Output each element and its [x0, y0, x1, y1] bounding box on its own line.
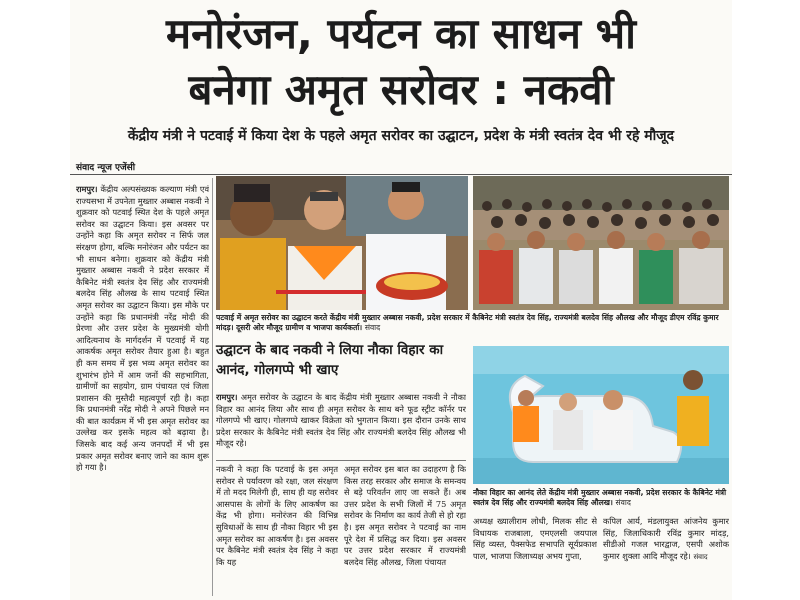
- headline-line-2: बनेगा अमृत सरोवर : नकवी: [188, 65, 614, 114]
- photo-credit: संवाद: [693, 552, 708, 561]
- bottom-column-4: [603, 516, 729, 596]
- story-2-headline: उद्घाटन के बाद नकवी ने लिया नौका विहार का आनंद, गोलगप्पे भी खाए: [216, 342, 444, 378]
- bottom-column-2: अमृत सरोवर इस बात का उदाहरण है कि किस तरह सरकार और समाज के समन्वय से बड़े परिवर्तन लाए जा सकते हैं। अब उत्तर प्रदेश के सभी जिलों में 75 अमृत सरोवर के निर्माण का कार्य तेजी से हो रहा है। इस अमृत सरोवर ने पटवाई का नाम पूरे देश में प्रसिद्ध कर दिया। इस अवसर पर उत्तर प्रदेश सरकार में राज्यमंत्री बलदेव सिंह औलख, जिला पंचायत: [344, 464, 466, 567]
- left-column-dateline: रामपुर।: [76, 184, 98, 194]
- column-divider: [212, 178, 213, 596]
- crowd-photo: [473, 176, 729, 310]
- bottom-column-4-text: कपिल आर्य, मंडलायुक्त आंजनेय कुमार सिंह, जिलाधिकारी रविंद्र कुमार मांदड़, सीडीओ गजल भारद्वाज, एसपी अशोक कुमार शुक्ला आदि मौजूद रहे।: [603, 516, 729, 561]
- bottom-column-1: नकवी ने कहा कि पटवाई के इस अमृत सरोवर से पर्यावरण को रक्षा, जल संरक्षण में तो मदद मिलेगी ही, साथ ही यह सरोवर आसपास के लोगों के लिए आकर्षण का केंद्र भी होगा। मनोरंजन की विभिन्न सुविधाओं के साथ ही नौका विहार भी इस अमृत सरोवर का आकर्षण है। इस अवसर पर कैबिनेट मंत्री स्वतंत्र देव सिंह ने कहा कि यह: [216, 464, 338, 567]
- agency-byline: संवाद न्यूज एजेंसी: [76, 163, 136, 173]
- byline-divider: [70, 174, 732, 175]
- story-2-body: [216, 392, 466, 456]
- photo-caption-boat-text: नौका विहार का आनंद लेते केंद्रीय मंत्री मुख्तार अब्बास नकवी, प्रदेश सरकार के कैबिनेट मंत्री स्वतंत्र देव सिंह और राज्यमंत्री बलदेव सिंह औलख।: [473, 488, 727, 507]
- left-column-text: [76, 184, 209, 594]
- headline-line-1: मनोरंजन, पर्यटन का साधन भी: [165, 9, 637, 58]
- story-2-text: अमृत सरोवर के उद्घाटन के बाद केंद्रीय मंत्री मुख्तार अब्बास नकवी ने नौका विहार का आनंद लिया और साथ ही अमृत सरोवर के साथ बने फूड स्ट्रीट कॉर्नर पर गोलगप्पे भी खाए। गोलगप्पे खाकर विक्रेता को भुगतान किया। इस दौरान उनके साथ प्रदेश सरकार के कैबिनेट मंत्री स्वतंत्र देव सिंह और राज्यमंत्री बलदेव सिंह औलख भी मौजूद रहे।: [216, 392, 466, 449]
- photo-caption-inauguration-text: पटवाई में अमृत सरोवर का उद्घाटन करते केंद्रीय मंत्री मुख्तार अब्बास नकवी, प्रदेश सरकार में कैबिनेट मंत्री स्वतंत्र देव सिंह, राज्यमंत्री बलदेव सिंह औलख और मौजूद डीएम रविंद्र कुमार मांदड़। दूसरी ओर मौजूद ग्रामीण व भाजपा कार्यकर्ता।: [216, 313, 719, 332]
- photo-credit: संवाद: [364, 323, 381, 332]
- boat-ride-photo: [473, 346, 729, 484]
- left-column-body: केंद्रीय अल्पसंख्यक कल्याण मंत्री एवं राज्यसभा में उपनेता मुख्तार अब्बास नकवी ने शुक्रवार को पटवाई स्थित देश के पहले अमृत सरोवर का उद्घाटन किया। इस अवसर पर उन्होंने कहा कि अमृत सरोवर न सिर्फ जल संरक्षण होगा, बल्कि मनोरंजन और पर्यटन का भी साधन बनेगा। शुक्रवार को केंद्रीय मंत्री मुख्तार अब्बास नकवी ने प्रदेश सरकार में कैबिनेट मंत्री स्वतंत्र देव सिंह और राज्यमंत्री बलदेव सिंह औलख के साथ पटवाई स्थित अमृत सरोवर का उद्घाटन किया। इस मौके पर उन्होंने कहा कि प्रधानमंत्री नरेंद्र मोदी की प्रेरणा और उत्तर प्रदेश के मुख्यमंत्री योगी आदित्यनाथ के मार्गदर्शन में पटवाई में यह आकर्षक अमृत सरोवर तैयार हुआ है। बहुत ही कम समय में इस भव्य अमृत सरोवर का शुभारंभ होने में आम जनों की सहभागिता, ग्रामीणों का सहयोग, ग्राम पंचायत एवं जिला प्रशासन की मुस्तैदी महत्वपूर्ण रही है। कहा कि प्रधानमंत्री नरेंद्र मोदी ने अपने पिछले मन की बात कार्यक्रम में भी इस अमृत सरोवर का उल्लेख कर इसके महत्व को बढ़ाया है। जिसके बाद कई अन्य जनपदों में भी इस प्रकार अमृत सरोवर बनाए जाने का काम शुरू हो गया है।: [76, 184, 209, 473]
- inauguration-photo: [216, 176, 468, 310]
- subheadline: केंद्रीय मंत्री ने पटवाई में किया देश के पहले अमृत सरोवर का उद्घाटन, प्रदेश के मंत्री स्वतंत्र देव भी रहे मौजूद: [127, 128, 675, 144]
- bottom-column-3: अध्यक्ष ख्यालीराम लोधी, मिलक सीट से विधायक राजबाला, एमएलसी जयपाल सिंह व्यस्त, पैक्सफेड सभापति सूर्यप्रकाश पाल, भाजपा जिलाध्यक्ष अभय गुप्ता,: [473, 516, 597, 561]
- story-2-dateline: रामपुर।: [216, 392, 238, 402]
- photo-credit: संवाद: [615, 498, 631, 507]
- story-divider: [216, 460, 466, 461]
- photo-caption-boat: [473, 488, 729, 510]
- photo-caption-inauguration: [216, 313, 730, 335]
- newspaper-clipping: [70, 0, 732, 600]
